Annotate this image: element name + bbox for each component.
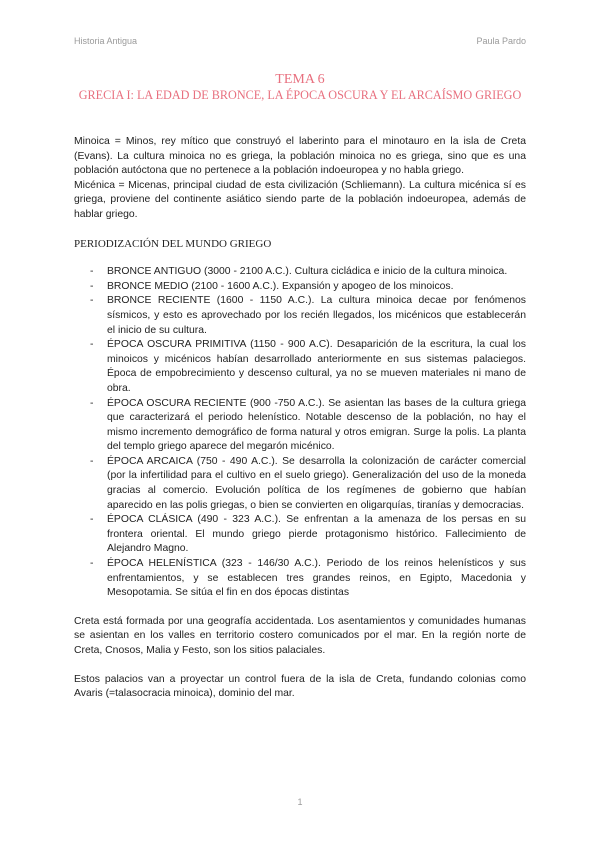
list-item-text: BRONCE RECIENTE (1600 - 1150 A.C.). La cultura minoica decae por fenómenos sísmicos, y esto es aprovechado por los recién llegados, los micénicos que establecerán el inicio de su cultura. xyxy=(107,295,526,336)
list-item-text: ÉPOCA CLÁSICA (490 - 323 A.C.). Se enfrentan a la amenaza de los persas en su frontera oriental. El mundo griego pierde protagonismo histórico. Fallecimiento de Alejandro Magno. xyxy=(107,514,526,555)
periods-list xyxy=(74,265,526,601)
title-topic-number: TEMA 6 xyxy=(275,72,325,87)
header-subject: Historia Antigua xyxy=(74,36,138,46)
list-item xyxy=(74,557,526,601)
title-topic-name: GRECIA I: LA EDAD DE BRONCE, LA ÉPOCA OSCURA Y EL ARCAÍSMO GRIEGO xyxy=(78,88,522,102)
list-dash: - xyxy=(90,280,94,292)
list-dash: - xyxy=(90,339,94,351)
list-item xyxy=(74,397,526,455)
paragraph-micenica: Micénica = Micenas, principal ciudad de esta civilización (Schliemann). La cultura micénica sí es griega, proviene del continente asiático siendo parte de la población indoeuropea, además de hablar griego. xyxy=(74,179,526,220)
paragraph-palacios: Estos palacios van a proyectar un control fuera de la isla de Creta, fundando colonias como Avaris (=talasocracia minoica), dominio del mar. xyxy=(74,673,526,700)
list-item xyxy=(74,280,526,295)
list-item-text: BRONCE ANTIGUO (3000 - 2100 A.C.). Cultura cicládica e inicio de la cultura minoica. xyxy=(107,266,508,278)
list-item-text: BRONCE MEDIO (2100 - 1600 A.C.). Expansión y apogeo de los minoicos. xyxy=(107,280,454,292)
paragraph-creta: Creta está formada por una geografía accidentada. Los asentamientos y comunidades humanas se asientan en los valles en territorio costero comunicados por el mar. En la región norte de Creta, Cnosos, Malia y Festo, son los sitios palaciales. xyxy=(74,615,526,656)
list-item-text: ÉPOCA OSCURA RECIENTE (900 -750 A.C.). Se asientan las bases de la cultura griega que caracterizará el periodo helenístico. Notable descenso de la población, no hay el mismo incremento demográfico de forma natural y otros emigran. Surge la polis. La planta del templo griego aparece del megarón micénico. xyxy=(107,397,526,453)
page-number: 1 xyxy=(297,797,303,807)
list-dash: - xyxy=(90,266,94,278)
list-dash: - xyxy=(90,514,94,526)
list-item xyxy=(74,513,526,557)
section-heading: PERIODIZACIÓN DEL MUNDO GRIEGO xyxy=(74,237,272,250)
list-item xyxy=(74,294,526,338)
list-item-text: ÉPOCA OSCURA PRIMITIVA (1150 - 900 A.C). Desaparición de la escritura, la cual los minoicos y micénicos habían desarrollado anteriormente en sus sistemas palaciegos. Época de empobrecimiento y descenso cultural, ya no se mueven materiales ni mano de obra. xyxy=(107,339,526,394)
list-item-text: ÉPOCA ARCAICA (750 - 490 A.C.). Se desarrolla la colonización de carácter comercial (por la infertilidad para el cultivo en el suelo griego). Generalización del uso de la moneda gracias al comercio. Evolución política de los regímenes de gobierno que habían aparecido en las polis griegas, o bien se convierten en oligarquías, tiranías y democracias. xyxy=(107,455,526,511)
header-author: Paula Pardo xyxy=(476,36,526,46)
list-item xyxy=(74,338,526,396)
document-title xyxy=(74,72,526,103)
list-dash: - xyxy=(90,295,94,307)
document-body xyxy=(74,135,526,702)
list-dash: - xyxy=(90,397,94,409)
list-item-text: ÉPOCA HELENÍSTICA (323 - 146/30 A.C.). Periodo de los reinos helenísticos y sus enfrentamientos, y se establecen tres grandes reinos, en Egipto, Macedonia y Mesopotamia. Se sitúa el fin en dos épocas distintas xyxy=(107,558,526,599)
list-dash: - xyxy=(90,455,94,467)
list-dash: - xyxy=(90,558,94,570)
list-item xyxy=(74,265,526,280)
list-item xyxy=(74,455,526,513)
paragraph-minoica: Minoica = Minos, rey mítico que construyó el laberinto para el minotauro en la isla de Creta (Evans). La cultura minoica no es griega, la población minoica no es griega, sino que es una población autóctona que no pertenece a la población indoeuropea y no habla griego. xyxy=(74,136,526,177)
